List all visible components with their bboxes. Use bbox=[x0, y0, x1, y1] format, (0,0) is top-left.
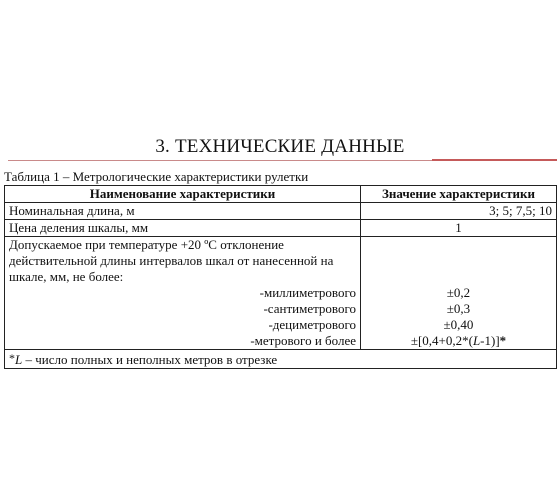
table-footnote: *L – число полных и неполных метров в отрезке bbox=[5, 350, 557, 369]
tolerance-row bbox=[5, 237, 557, 350]
tolerance-line: Допускаемое при температуре +20 ºС отклонение bbox=[9, 237, 284, 252]
header-characteristic-value: Значение характеристики bbox=[361, 186, 557, 203]
tolerance-item-value: ±0,40 bbox=[443, 317, 474, 332]
title-underline-accent bbox=[432, 159, 557, 161]
tolerance-line: шкале, мм, не более: bbox=[9, 269, 124, 284]
tolerance-item-name: -сантиметрового bbox=[263, 301, 356, 316]
section-title: 3. ТЕХНИЧЕСКИЕ ДАННЫЕ bbox=[155, 136, 405, 157]
tolerance-line: действительной длины интервалов шкал от нанесенной на bbox=[9, 253, 334, 268]
tolerance-item-value: ±0,3 bbox=[446, 301, 471, 316]
table-header-row bbox=[5, 186, 557, 203]
table-caption: Таблица 1 – Метрологические характеристики рулетки bbox=[4, 169, 309, 184]
header-characteristic-name: Наименование характеристики bbox=[5, 186, 361, 203]
specs-table bbox=[4, 185, 557, 369]
row-name: Цена деления шкалы, мм bbox=[5, 220, 361, 237]
row-value: 1 bbox=[361, 220, 557, 237]
tolerance-item-value: ±0,2 bbox=[446, 285, 471, 300]
table-row bbox=[5, 220, 557, 237]
row-value: 3; 5; 7,5; 10 bbox=[361, 203, 557, 220]
tolerance-item-name: -дециметрового bbox=[268, 317, 356, 332]
tolerance-item-name: -миллиметрового bbox=[259, 285, 356, 300]
table-row bbox=[5, 203, 557, 220]
tolerance-values bbox=[361, 237, 557, 350]
tolerance-item-name: -метрового и более bbox=[250, 333, 356, 348]
tolerance-description bbox=[5, 237, 361, 350]
tolerance-item-value-formula: ±[0,4+0,2*(L-1)]* bbox=[410, 333, 507, 348]
table-footnote-row bbox=[5, 350, 557, 369]
row-name: Номинальная длина, м bbox=[5, 203, 361, 220]
